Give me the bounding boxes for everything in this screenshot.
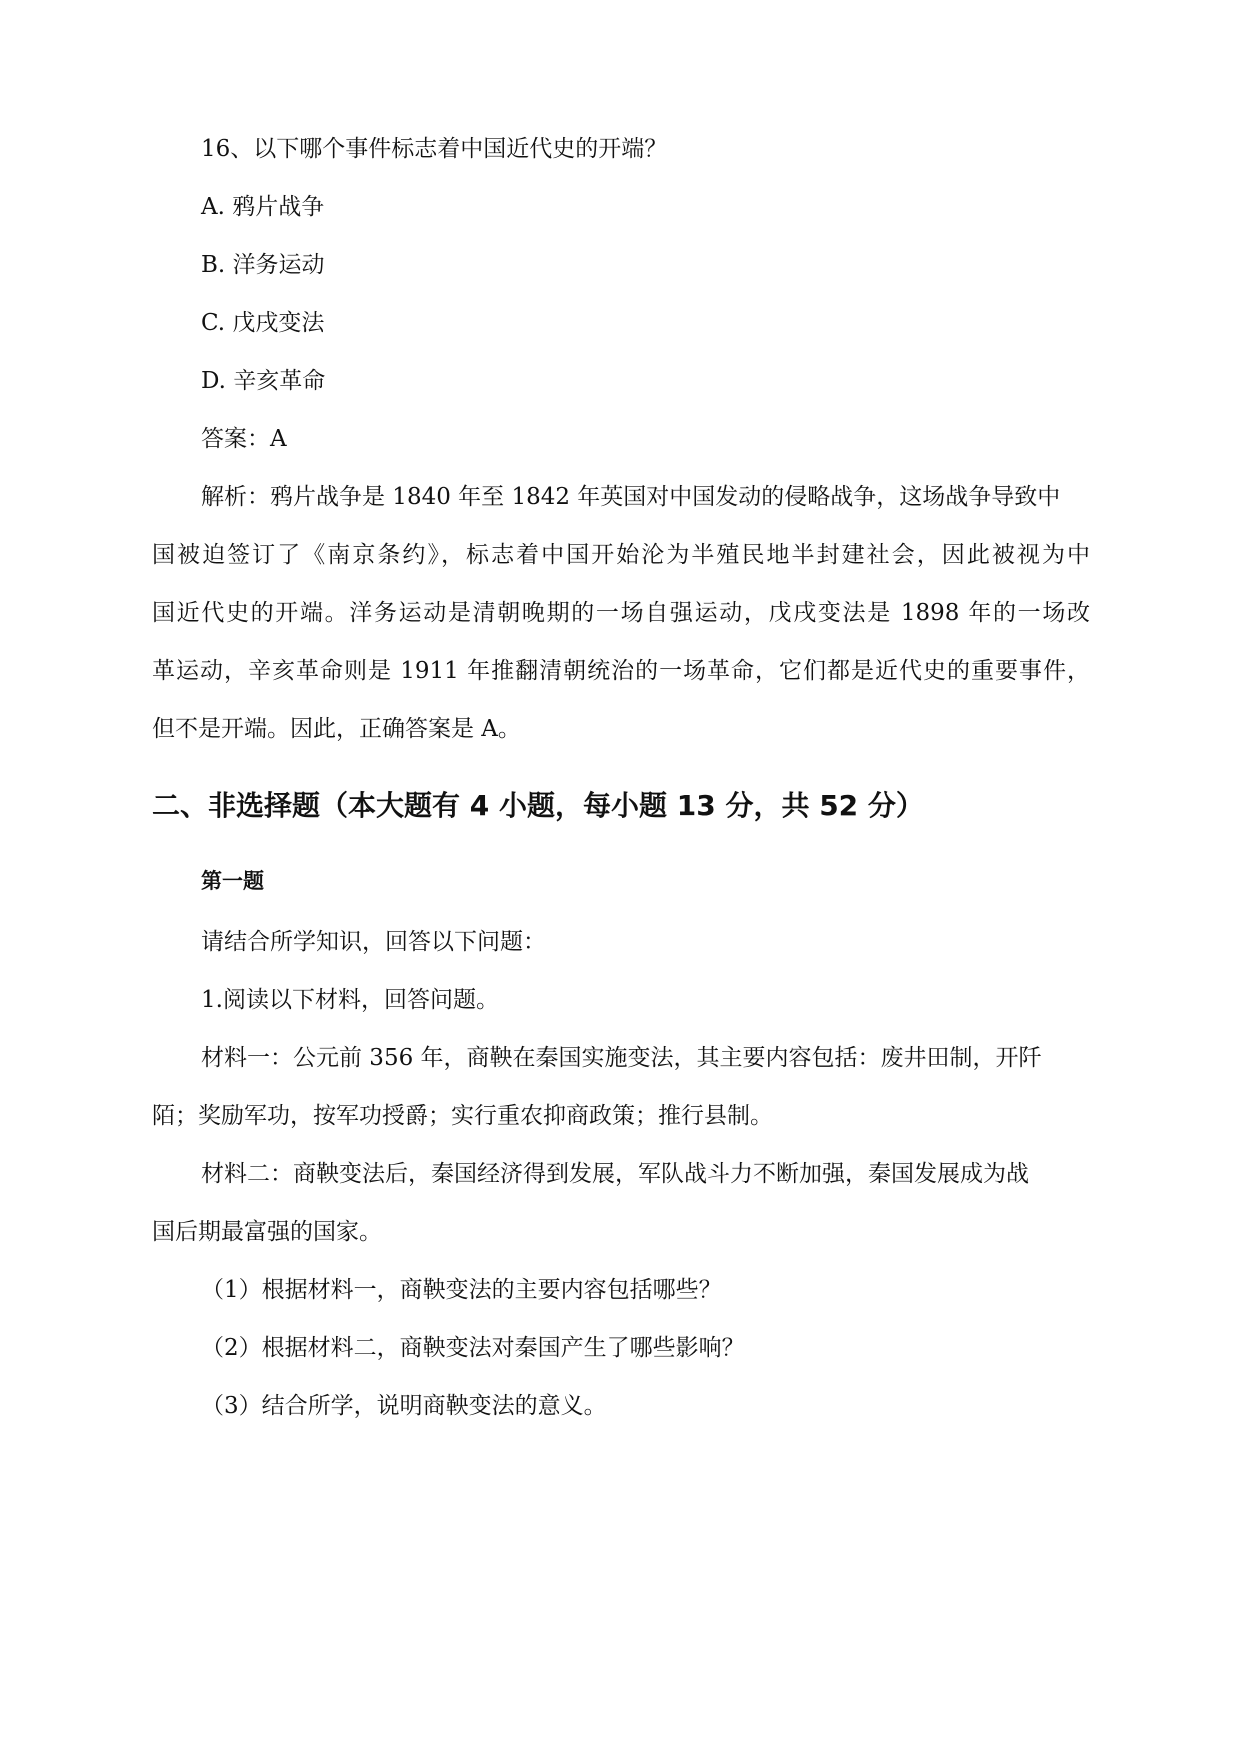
analysis-line: 国近代史的开端。洋务运动是清朝晚期的一场自强运动，戊戌变法是 1898 年的一场改 — [152, 600, 1090, 626]
sub-question-1: （1）根据材料一，商鞅变法的主要内容包括哪些？ — [201, 1277, 722, 1303]
option-c: C. 戊戌变法 — [201, 310, 325, 336]
item-1-line: 1.阅读以下材料，回答问题。 — [201, 987, 499, 1013]
question-16-stem: 16、以下哪个事件标志着中国近代史的开端？ — [201, 136, 668, 162]
sub-question-3: （3）结合所学，说明商鞅变法的意义。 — [201, 1393, 607, 1419]
intro-line: 请结合所学知识，回答以下问题： — [201, 929, 546, 955]
first-question-title: 第一题 — [201, 869, 264, 893]
material-2-line: 材料二：商鞅变法后，秦国经济得到发展，军队战斗力不断加强，秦国发展成为战 — [201, 1161, 1029, 1187]
analysis-line: 解析：鸦片战争是 1840 年至 1842 年英国对中国发动的侵略战争，这场战争导致中 — [201, 484, 1061, 510]
material-2-line: 国后期最富强的国家。 — [152, 1219, 382, 1245]
analysis-line: 革运动，辛亥革命则是 1911 年推翻清朝统治的一场革命，它们都是近代史的重要事件， — [152, 658, 1090, 684]
option-a: A. 鸦片战争 — [201, 194, 325, 220]
option-d: D. 辛亥革命 — [201, 368, 326, 394]
analysis-line: 国被迫签订了《南京条约》，标志着中国开始沦为半殖民地半封建社会，因此被视为中 — [152, 542, 1090, 568]
material-1-line: 陌；奖励军功，按军功授爵；实行重农抑商政策；推行县制。 — [152, 1103, 773, 1129]
analysis-line: 但不是开端。因此，正确答案是 A。 — [152, 716, 521, 742]
sub-question-2: （2）根据材料二，商鞅变法对秦国产生了哪些影响？ — [201, 1335, 745, 1361]
answer-line: 答案：A — [201, 426, 287, 452]
option-b: B. 洋务运动 — [201, 252, 325, 278]
material-1-line: 材料一：公元前 356 年，商鞅在秦国实施变法，其主要内容包括：废井田制，开阡 — [201, 1045, 1042, 1071]
section-heading: 二、非选择题（本大题有 4 小题，每小题 13 分，共 52 分） — [152, 789, 924, 822]
